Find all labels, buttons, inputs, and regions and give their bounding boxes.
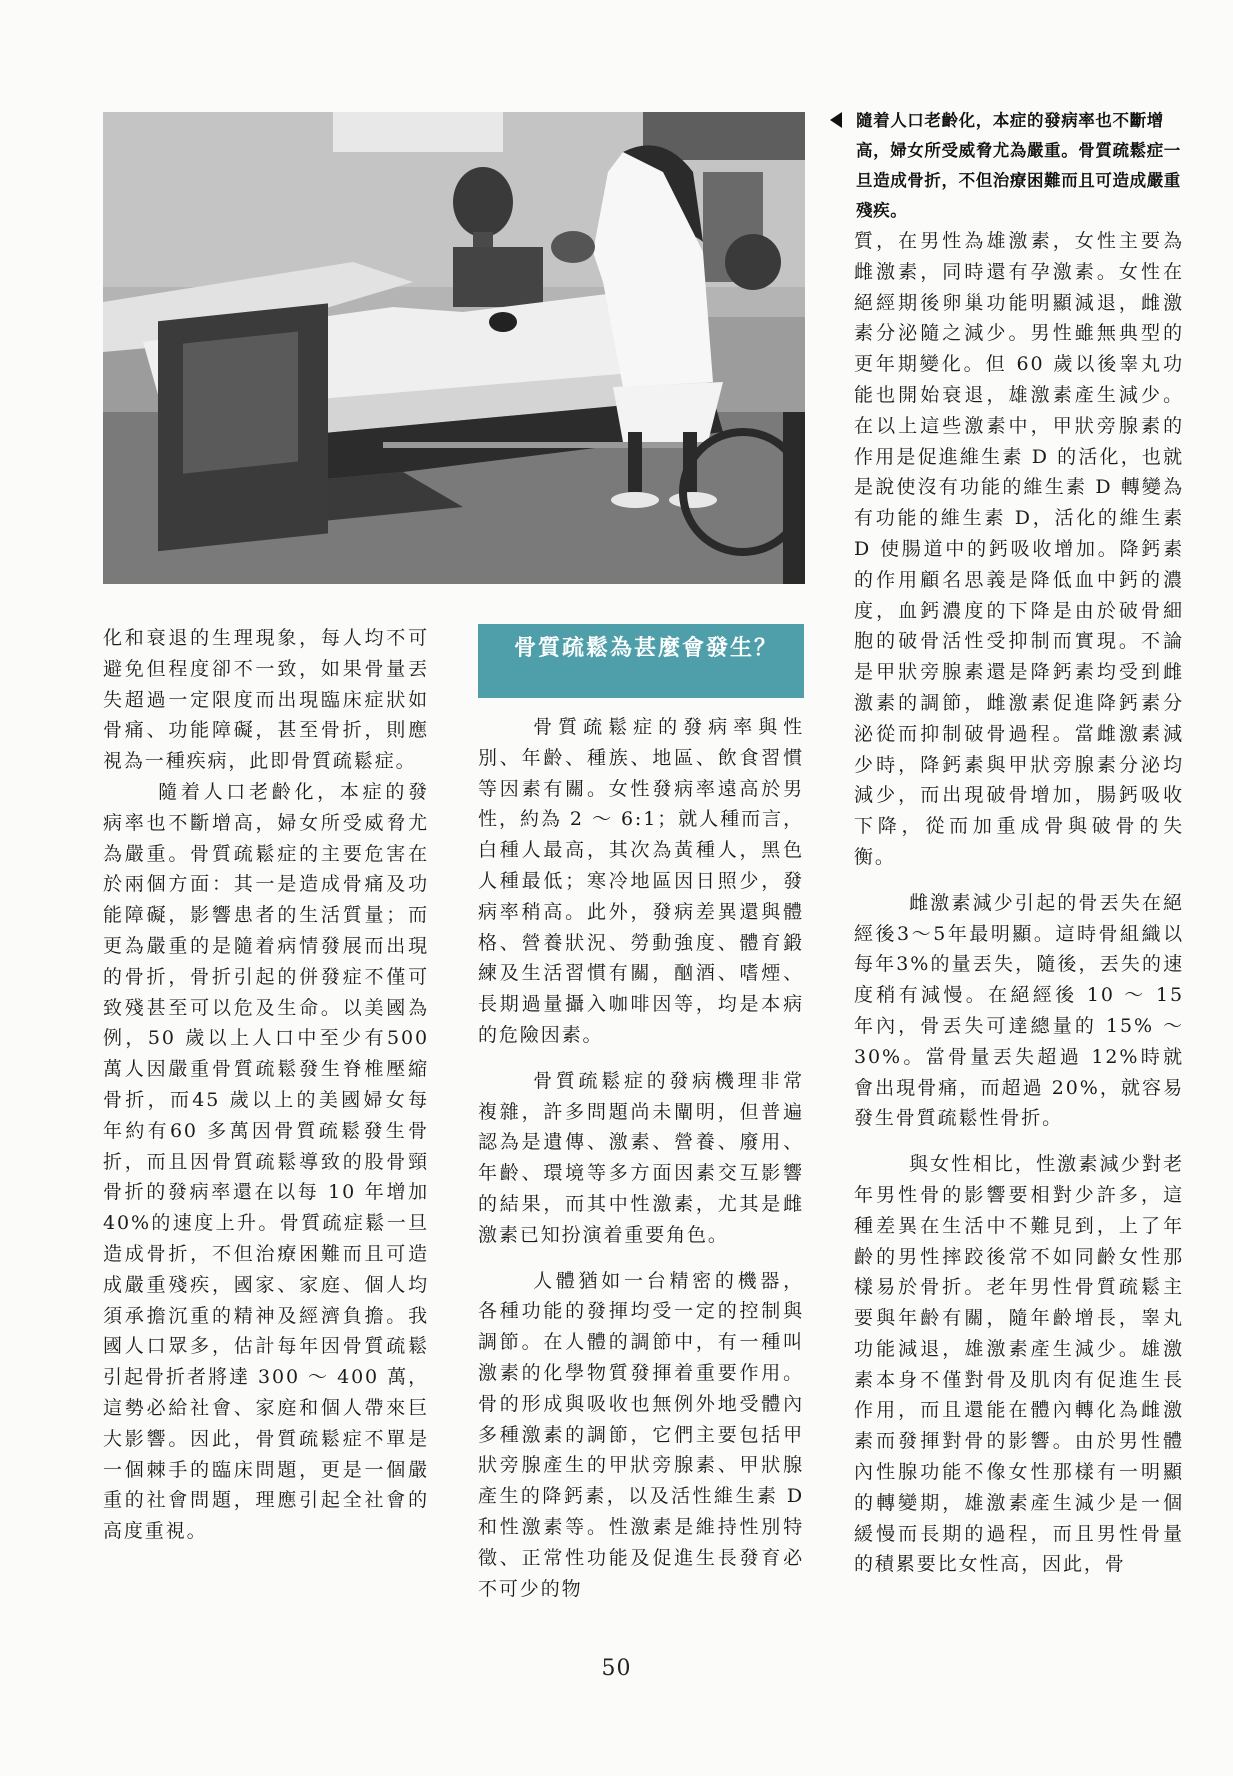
middle-column (478, 712, 804, 1604)
paragraph: 與女性相比，性激素減少對老年男性骨的影響要相對少許多，這種差異在生活中不難見到，上了年齡的男性摔跤後常不如同齡女性那樣易於骨折。老年男性骨質疏鬆主要與年齡有關，隨年齡增長，睾丸功能減退，雄激素產生減少。雄激素本身不僅對骨及肌肉有促進生長作用，而且還能在體內轉化為雌激素而發揮對骨的影響。由於男性體內性腺功能不像女性那樣有一明顯的轉變期，雄激素產生減少是一個緩慢而長期的過程，而且男性骨量的積累要比女性高，因此，骨 (854, 1153, 1184, 1576)
hospital-ward-photo-icon (103, 112, 805, 584)
paragraph: 化和衰退的生理現象，每人均不可避免但程度卻不一致，如果骨量丟失超過一定限度而出現臨床症狀如骨痛、功能障礙，甚至骨折，則應視為一種疾病，此即骨質疏鬆症。 (103, 627, 429, 773)
page-number: 50 (601, 1656, 632, 1681)
photo-caption (832, 106, 1184, 226)
paragraph: 骨質疏鬆症的發病機理非常複雜，許多問題尚未闡明，但普遍認為是遺傳、激素、營養、廢用、年齡、環境等多方面因素交互影響的結果，而其中性激素，尤其是雌激素已知扮演着重要角色。 (478, 1069, 804, 1246)
paragraph: 雌激素減少引起的骨丟失在絕經後3～5年最明顯。這時骨組織以每年3%的量丟失，隨後，丟失的速度稍有減慢。在絕經後 10 ～ 15 年內，骨丟失可達總量的 15% ～ 30%。當骨量丟失超過 12%時就會出現骨痛，而超過 20%，就容易發生骨質疏鬆性骨折。 (854, 891, 1184, 1130)
paragraph: 質，在男性為雄激素，女性主要為雌激素，同時還有孕激素。女性在絕經期後卵巢功能明顯減退，雌激素分泌隨之減少。男性雖無典型的更年期變化。但 60 歲以後睾丸功能也開始衰退，雄激素產生減少。在以上這些激素中，甲狀旁腺素的作用是促進維生素 D 的活化，也就是說使沒有功能的維生素 D 轉變為有功能的維生素 D，活化的維生素 D 使腸道中的鈣吸收增加。降鈣素的作用顧名思義是降低血中鈣的濃度，血鈣濃度的下降是由於破骨細胞的破骨活性受抑制而實現。不論是甲狀旁腺素還是降鈣素均受到雌激素的調節，雌激素促進降鈣素分泌從而抑制破骨過程。當雌激素減少時，降鈣素與甲狀旁腺素分泌均減少，而出現破骨增加，腸鈣吸收下降，從而加重成骨與破骨的失衡。 (854, 230, 1184, 868)
hospital-ward-photo (103, 112, 805, 584)
section-heading-box (478, 624, 804, 698)
photo-caption-text: 隨着人口老齡化，本症的發病率也不斷增高，婦女所受威脅尤為嚴重。骨質疏鬆症一旦造成骨折，不但治療困難而且可造成嚴重殘疾。 (856, 111, 1181, 220)
paragraph: 骨質疏鬆症的發病率與性別、年齡、種族、地區、飲食習慣等因素有關。女性發病率遠高於男性，約為 2 ～ 6:1；就人種而言，白種人最高，其次為黃種人，黑色人種最低；寒冷地區因日照少，發病率稍高。此外，發病差異還與體格、營養狀況、勞動強度、體育鍛練及生活習慣有關，酗酒、嗜煙、長期過量攝入咖啡因等，均是本病的危險因素。 (478, 716, 804, 1046)
caption-arrow-icon (830, 112, 842, 128)
left-column (103, 623, 429, 1547)
paragraph: 人體猶如一台精密的機器，各種功能的發揮均受一定的控制與調節。在人體的調節中，有一種叫激素的化學物質發揮着重要作用。骨的形成與吸收也無例外地受體內多種激素的調節，它們主要包括甲狀旁腺產生的甲狀旁腺素、甲狀腺產生的降鈣素，以及活性維生素 D 和性激素等。性激素是維持性別特徵、正常性功能及促進生長發育必不可少的物 (478, 1269, 804, 1600)
right-column (854, 226, 1184, 1580)
section-heading: 骨質疏鬆為甚麼會發生？ (514, 636, 779, 661)
paragraph: 隨着人口老齡化，本症的發病率也不斷增高，婦女所受威脅尤為嚴重。骨質疏鬆症的主要危害在於兩個方面：其一是造成骨痛及功能障礙，影響患者的生活質量；而更為嚴重的是隨着病情發展而出現的骨折，骨折引起的併發症不僅可致殘甚至可以危及生命。以美國為例，50 歲以上人口中至少有500萬人因嚴重骨質疏鬆發生脊椎壓縮骨折，而45 歲以上的美國婦女每年約有60 多萬因骨質疏鬆發生骨折，而且因骨質疏鬆導致的股骨頸骨折的發病率還在以每 10 年增加40%的速度上升。骨質疏症鬆一旦造成骨折，不但治療困難而且可造成嚴重殘疾，國家、家庭、個人均須承擔沉重的精神及經濟負擔。我國人口眾多，估計每年因骨質疏鬆引起骨折者將達 300 ～ 400 萬，這勢必給社會、家庭和個人帶來巨大影響。因此，骨質疏鬆症不單是一個棘手的臨床問題，更是一個嚴重的社會問題，理應引起全社會的高度重視。 (103, 780, 429, 1543)
